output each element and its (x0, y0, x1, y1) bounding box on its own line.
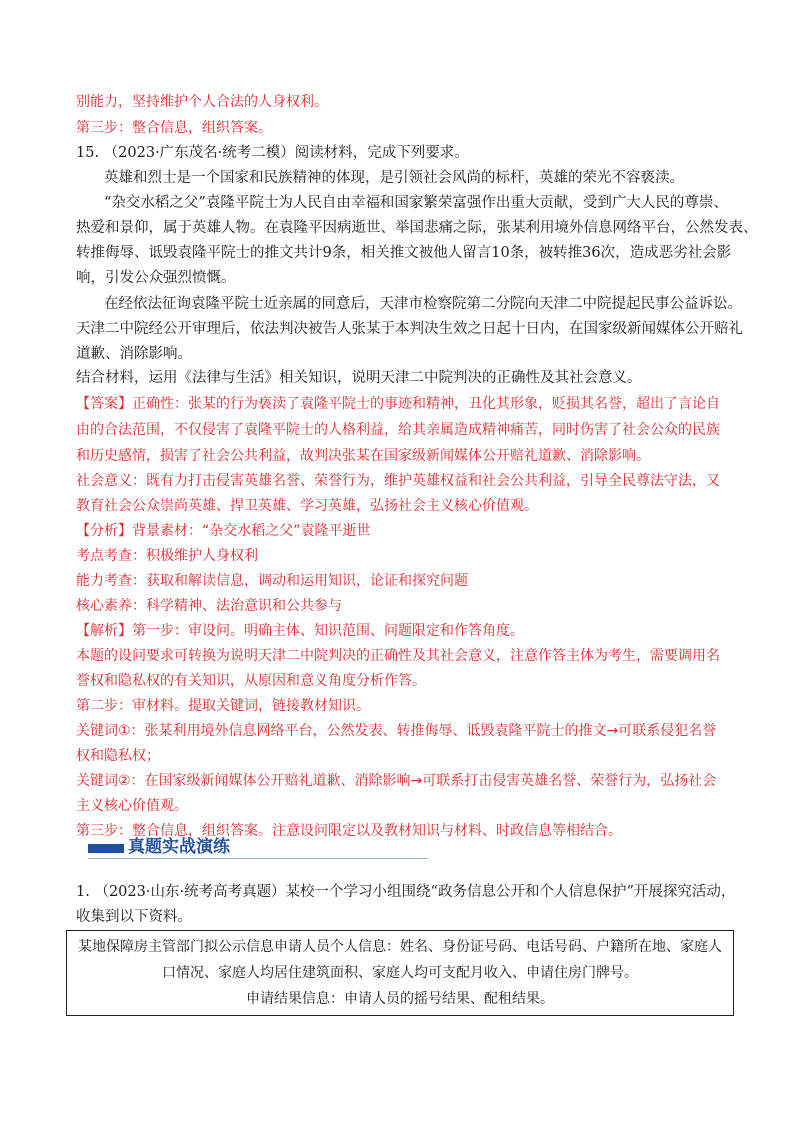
answer-line: 和历史感情，损害了社会公共利益，故判决张某在国家级新闻媒体公开赔礼道歉、消除影响。 (76, 448, 650, 464)
material-line: 热爱和景仰，属于英雄人物。在袁隆平因病逝世、举国悲痛之际，张某利用境外信息网络平台，公然发表、 (76, 220, 758, 236)
section-underline (88, 858, 428, 859)
explanation-line: 誉权和隐私权的有关知识，从原因和意义角度分析作答。 (76, 673, 426, 689)
section-title: 真题实战演练 (128, 837, 230, 857)
text-line: 别能力，坚持维护个人合法的人身权利。 (76, 94, 328, 110)
material-line: 在经依法征询袁隆平院士近亲属的同意后，天津市检察院第二分院向天津二中院提起民事公益诉讼。 (104, 296, 742, 312)
explanation-line: 主义核心价值观。 (76, 798, 188, 814)
answer-line: 由的合法范围，不仅侵害了袁隆平院士的人格利益，给其亲属造成精神痛苦，同时伤害了社会公众的民族 (76, 422, 720, 438)
explanation-line: 本题的设问要求可转换为说明天津二中院判决的正确性及其社会意义，注意作答主体为考生，需要调用名 (76, 648, 720, 664)
explanation-line: 第二步：审材料。提取关键词，链接教材知识。 (76, 698, 370, 714)
box-line: 申请结果信息：申请人员的摇号结果、配租结果。 (246, 991, 554, 1007)
section-bar (88, 844, 124, 853)
analysis-line: 核心素养：科学精神、法治意识和公共参与 (76, 598, 342, 614)
explanation-line: 第三步：整合信息，组织答案。注意设问限定以及教材知识与材料、时政信息等相结合。 (76, 823, 622, 839)
explanation-line: 关键词②：在国家级新闻媒体公开赔礼道歉、消除影响→可联系打击侵害英雄名誉、荣誉行为，弘扬社会 (76, 773, 717, 789)
material-line: 响，引发公众强烈愤慨。 (76, 270, 236, 286)
material-line: 英雄和烈士是一个国家和民族精神的体现，是引领社会风尚的标杆，英雄的荣光不容亵渎。 (104, 170, 684, 186)
answer-line: 教育社会公众崇尚英雄、捍卫英雄、学习英雄，弘扬社会主义核心价值观。 (76, 498, 538, 514)
question-1-title: 1. （2023·山东·统考高考真题）某校一个学习小组围绕“政务信息公开和个人信息保护”开展探究活动， (76, 884, 736, 900)
analysis-line: 考点考查：积极维护人身权利 (76, 548, 258, 564)
material-line: 道歉、消除影响。 (76, 346, 192, 362)
material-line: “杂交水稻之父”袁隆平院士为人民自由幸福和国家繁荣富强作出重大贡献，受到广大人民的尊崇、 (104, 195, 728, 211)
box-line: 口情况、家庭人均居住建筑面积、家庭人均可支配月收入、申请住房门牌号。 (162, 965, 638, 981)
question-prompt: 结合材料，运用《法律与生活》相关知识，说明天津二中院判决的正确性及其社会意义。 (76, 370, 642, 386)
explanation-line: 权和隐私权； (76, 748, 160, 764)
question-1-line: 收集到以下资料。 (76, 909, 192, 925)
analysis-line: 【分析】背景素材：“杂交水稻之父”袁隆平逝世 (76, 523, 371, 539)
question-15-title: 15. （2023·广东茂名·统考二模）阅读材料，完成下列要求。 (76, 145, 469, 161)
material-box (66, 930, 734, 1016)
section-header (88, 834, 428, 860)
answer-line: 社会意义：既有力打击侵害英雄名誉、荣誉行为，维护英雄权益和社会公共利益，引导全民尊法守法，又 (76, 473, 720, 489)
text-line: 第三步：整合信息，组织答案。 (76, 120, 272, 136)
material-line: 天津二中院经公开审理后，依法判决被告人张某于本判决生效之日起十日内，在国家级新闻媒体公开赔礼 (76, 321, 743, 337)
answer-line: 【答案】正确性：张某的行为亵渎了袁隆平院士的事迹和精神，丑化其形象，贬损其名誉，超出了言论自 (76, 396, 720, 412)
analysis-line: 能力考查：获取和解读信息，调动和运用知识，论证和探究问题 (76, 573, 468, 589)
box-line: 某地保障房主管部门拟公示信息申请人员个人信息：姓名、身份证号码、电话号码、户籍所在地、家庭人 (78, 939, 722, 955)
explanation-line: 【解析】第一步：审设问。明确主体、知识范围、问题限定和作答角度。 (76, 623, 524, 639)
material-line: 转推侮辱、诋毁袁隆平院士的推文共计9条，相关推文被他人留言10条，被转推36次，造成恶劣社会影 (76, 245, 732, 261)
explanation-line: 关键词①：张某利用境外信息网络平台，公然发表、转推侮辱、诋毁袁隆平院士的推文→可联系侵犯名誉 (76, 723, 717, 739)
